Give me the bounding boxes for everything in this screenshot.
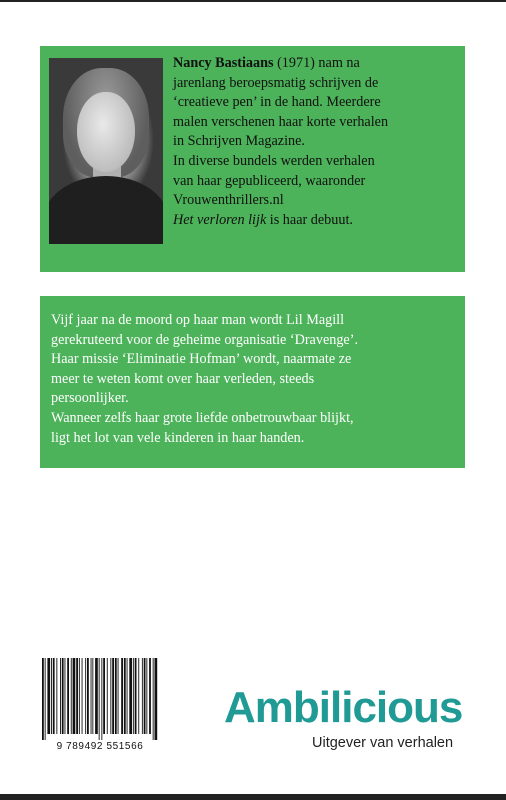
bio-line-6: In diverse bundels werden verhalen [173,152,375,169]
publisher-logo: Ambilicious [224,683,463,732]
bio-line-1: Nancy Bastiaans (1971) nam na [173,55,360,71]
author-photo [49,58,163,244]
author-name: Nancy Bastiaans [173,55,274,71]
blurb-line-3: Haar missie ‘Eliminatie Hofman’ wordt, naarmate ze [51,351,352,368]
bio-line-4: malen verschenen haar korte verhalen [173,113,389,130]
blurb-text [51,311,459,448]
book-title: Het verloren lijk [173,211,267,228]
blurb-line-5: persoonlijker. [51,390,129,407]
author-bio [173,54,459,230]
blurb-line-2: gerekruteerd voor de geheime organisatie ‘Dravenge’. [51,331,358,348]
blurb-line-1: Vijf jaar na de moord op haar man wordt Lil Magill [51,312,345,328]
top-border [0,0,506,2]
bio-line-8: Vrouwenthrillers.nl [173,192,284,209]
blurb-line-6: Wanneer zelfs haar grote liefde onbetrouwbaar blijkt, [51,409,354,426]
bio-line-5: in Schrijven Magazine. [173,133,305,150]
isbn-number: 9 789492 551566 [56,741,144,752]
bio-line-7: van haar gepubliceerd, waaronder [173,172,366,189]
author-info-box [40,46,465,272]
isbn-barcode [40,658,158,744]
blurb-line-7: ligt het lot van vele kinderen in haar handen. [51,429,305,446]
blurb-box [40,296,465,468]
bio-line-2: jarenlang beroepsmatig schrijven de [173,74,379,91]
publisher-tagline: Uitgever van verhalen [312,735,454,751]
blurb-line-4: meer te weten komt over haar verleden, steeds [51,370,315,387]
bio-line-3: ‘creatieve pen’ in de hand. Meerdere [173,94,381,111]
bottom-border [0,794,506,800]
bio-line-9: Het verloren lijk is haar debuut. [173,211,353,228]
